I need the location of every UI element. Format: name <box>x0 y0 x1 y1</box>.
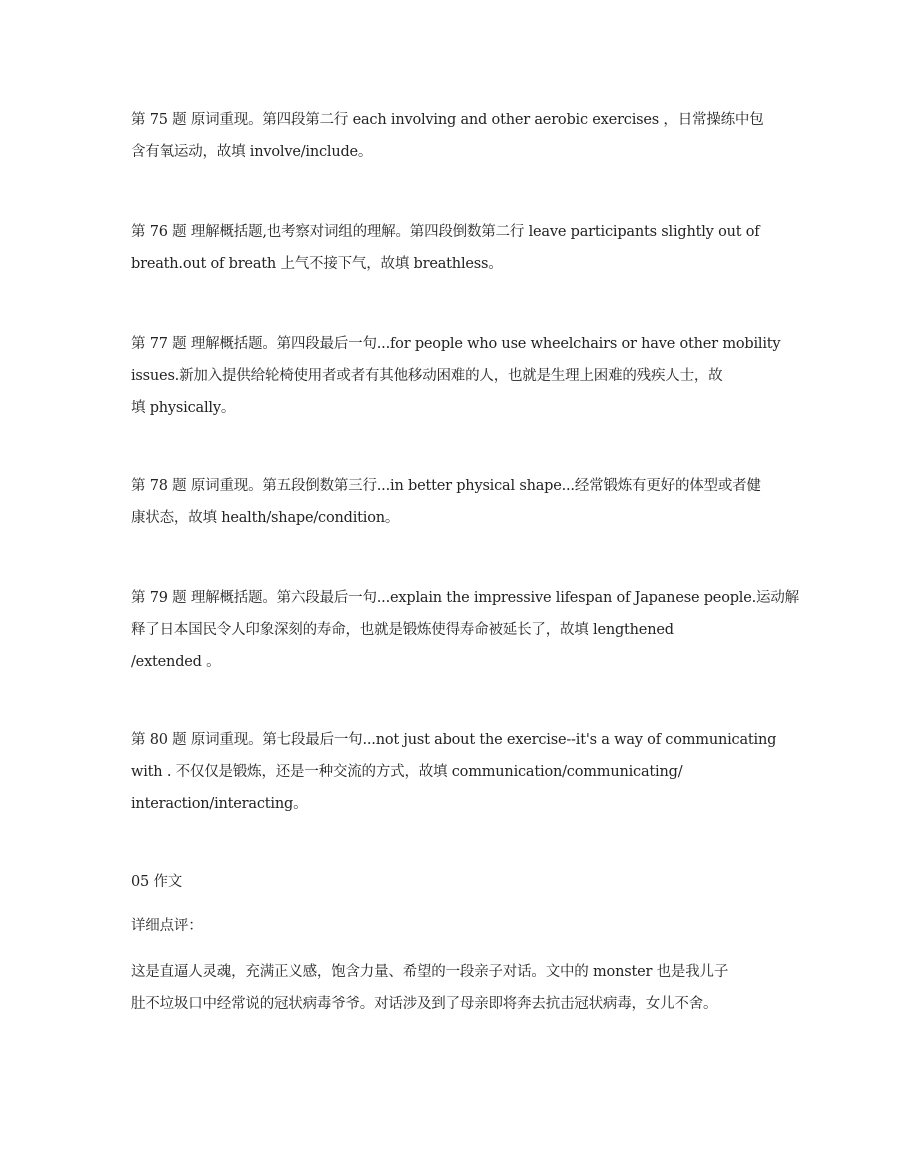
section-subheading <box>131 910 771 942</box>
answer-78 <box>131 470 771 534</box>
answer-77-line-3: 填 physically。 <box>131 400 236 416</box>
answer-78-line-2: 康状态，故填 health/shape/condition。 <box>131 510 400 526</box>
answer-76 <box>131 216 771 280</box>
answer-75-line-1: 第 75 题 原词重现。第四段第二行 each involving and other aerobic exercises ，日常操练中包 <box>131 112 764 128</box>
section-body <box>131 956 771 1020</box>
answer-79-line-2: 释了日本国民令人印象深刻的寿命，也就是锻炼使得寿命被延长了，故填 lengthened <box>131 622 674 638</box>
answer-76-line-1: 第 76 题 理解概括题,也考察对词组的理解。第四段倒数第二行 leave participants slightly out of <box>131 224 760 240</box>
answer-80 <box>131 724 777 820</box>
answer-77 <box>131 328 781 424</box>
answer-77-line-2: issues.新加入提供给轮椅使用者或者有其他移动困难的人，也就是生理上困难的残疾人士，故 <box>131 368 723 384</box>
section-heading-text: 05 作文 <box>131 874 183 890</box>
answer-78-line-1: 第 78 题 原词重现。第五段倒数第三行...in better physical shape...经常锻炼有更好的体型或者健 <box>131 478 761 494</box>
answer-79-line-1: 第 79 题 理解概括题。第六段最后一句...explain the impressive lifespan of Japanese people.运动解 <box>131 590 799 606</box>
answer-80-line-3: interaction/interacting。 <box>131 796 308 812</box>
section-heading <box>131 866 771 898</box>
section-body-line-2: 肚不垃圾口中经常说的冠状病毒爷爷。对话涉及到了母亲即将奔去抗击冠状病毒，女儿不舍。 <box>131 996 718 1012</box>
answer-76-line-2: breath.out of breath 上气不接下气，故填 breathless。 <box>131 256 503 272</box>
answer-77-line-1: 第 77 题 理解概括题。第四段最后一句...for people who use wheelchairs or have other mobility <box>131 336 781 352</box>
section-body-line-1: 这是直逼人灵魂，充满正义感，饱含力量、希望的一段亲子对话。文中的 monster 也是我儿子 <box>131 964 729 980</box>
answer-80-line-1: 第 80 题 原词重现。第七段最后一句...not just about the exercise--it's a way of communicating <box>131 732 777 748</box>
answer-75-line-2: 含有氧运动，故填 involve/include。 <box>131 144 373 160</box>
answer-75 <box>131 104 771 168</box>
answer-79-line-3: /extended 。 <box>131 654 221 670</box>
answer-79 <box>131 582 799 678</box>
answer-80-line-2: with . 不仅仅是锻炼，还是一种交流的方式，故填 communication/communicating/ <box>131 764 683 780</box>
section-subheading-text: 详细点评： <box>131 918 203 934</box>
